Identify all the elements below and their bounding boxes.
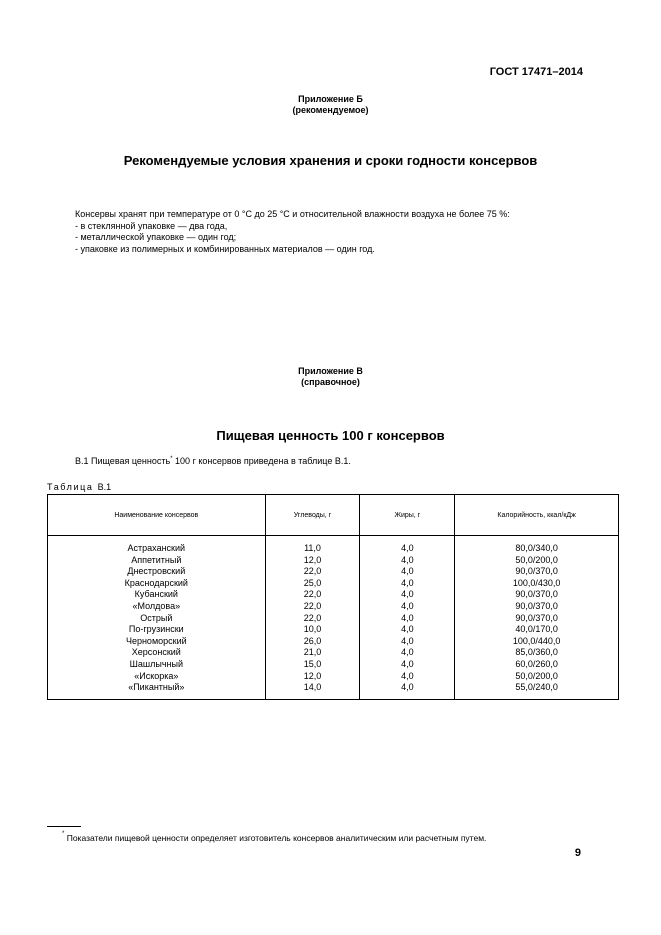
table-intro-text: В.1 Пищевая ценность [75,456,171,466]
table-spacer-row [48,536,619,544]
cell-carbs: 22,0 [265,613,360,625]
storage-item: - в стеклянной упаковке — два года, [75,220,228,231]
annex-v-status: (справочное) [301,377,360,387]
table-caption-word: Таблица [47,482,94,492]
cell-fat: 4,0 [360,589,455,601]
table-header-row [48,495,619,536]
storage-item: - упаковке из полимерных и комбинированных материалов — один год. [75,243,375,254]
table-row [48,682,619,699]
cell-name: Краснодарский [48,578,266,590]
cell-carbs: 25,0 [265,578,360,590]
table-intro-text-end: 100 г консервов приведена в таблице В.1. [172,456,351,466]
cell-carbs: 12,0 [265,555,360,567]
cell-fat: 4,0 [360,647,455,659]
cell-calories: 90,0/370,0 [455,601,619,613]
page-number: 9 [574,847,581,859]
table-intro [75,456,351,468]
column-header-name: Наименование консервов [48,495,266,536]
cell-carbs: 21,0 [265,647,360,659]
table-row [48,636,619,648]
footnote-mark: * [62,831,65,837]
cell-fat: 4,0 [360,659,455,671]
cell-name: По-грузински [48,624,266,636]
cell-name: Аппетитный [48,555,266,567]
cell-calories: 90,0/370,0 [455,589,619,601]
annex-b-title: Приложение Б [298,94,363,104]
cell-fat: 4,0 [360,613,455,625]
cell-calories: 100,0/430,0 [455,578,619,590]
cell-carbs: 11,0 [265,543,360,555]
cell-name: «Искорка» [48,671,266,683]
cell-calories: 85,0/360,0 [455,647,619,659]
cell-name: Черноморский [48,636,266,648]
annex-b-heading: Рекомендуемые условия хранения и сроки годности консервов [123,153,538,168]
cell-name: Острый [48,613,266,625]
cell-fat: 4,0 [360,601,455,613]
table-row [48,613,619,625]
cell-name: Шашлычный [48,659,266,671]
table-row [48,671,619,683]
cell-carbs: 22,0 [265,601,360,613]
cell-carbs: 10,0 [265,624,360,636]
standard-number: ГОСТ 17471–2014 [489,66,583,78]
cell-fat: 4,0 [360,566,455,578]
cell-fat: 4,0 [360,624,455,636]
cell-fat: 4,0 [360,543,455,555]
cell-name: «Молдова» [48,601,266,613]
table-row [48,647,619,659]
cell-carbs: 22,0 [265,566,360,578]
footnote-text: Показатели пищевой ценности определяет изготовитель консервов аналитическим или расчетным путем. [66,833,487,843]
annex-b-status: (рекомендуемое) [292,105,369,115]
storage-conditions [75,209,510,255]
footnote-separator [47,826,81,827]
cell-calories: 60,0/260,0 [455,659,619,671]
cell-carbs: 12,0 [265,671,360,683]
cell-name: Днестровский [48,566,266,578]
annex-b-title-block [0,94,661,116]
cell-fat: 4,0 [360,636,455,648]
cell-name: «Пикантный» [48,682,266,699]
cell-calories: 90,0/370,0 [455,566,619,578]
table-caption [47,482,111,492]
column-header-calories: Калорийность, ккал/кДж [455,495,619,536]
table-row [48,578,619,590]
cell-fat: 4,0 [360,578,455,590]
cell-fat: 4,0 [360,671,455,683]
cell-carbs: 22,0 [265,589,360,601]
table-row [48,601,619,613]
table-body [48,536,619,700]
cell-name: Херсонский [48,647,266,659]
table-row [48,566,619,578]
column-header-fat: Жиры, г [360,495,455,536]
cell-calories: 80,0/340,0 [455,543,619,555]
footnote [62,833,486,843]
table-row [48,555,619,567]
nutrition-table [47,494,619,700]
column-header-carbs: Углеводы, г [265,495,360,536]
table-row [48,659,619,671]
storage-item: - металлической упаковке — один год; [75,232,237,243]
footnote-reference: * [170,456,173,462]
annex-v-heading: Пищевая ценность 100 г консервов [216,428,445,443]
cell-name: Астраханский [48,543,266,555]
cell-carbs: 14,0 [265,682,360,699]
cell-carbs: 26,0 [265,636,360,648]
annex-v-title-block [0,366,661,388]
cell-calories: 40,0/170,0 [455,624,619,636]
cell-calories: 90,0/370,0 [455,613,619,625]
cell-name: Кубанский [48,589,266,601]
table-row [48,543,619,555]
cell-calories: 50,0/200,0 [455,555,619,567]
cell-calories: 100,0/440,0 [455,636,619,648]
cell-calories: 55,0/240,0 [455,682,619,699]
cell-fat: 4,0 [360,555,455,567]
annex-v-title: Приложение В [298,366,363,376]
table-caption-number: В.1 [97,482,112,492]
table-row [48,624,619,636]
storage-paragraph: Консервы хранят при температуре от 0 °С до 25 °С и относительной влажности воздуха не более 75 %: [75,209,510,219]
table-row [48,589,619,601]
cell-calories: 50,0/200,0 [455,671,619,683]
cell-fat: 4,0 [360,682,455,699]
cell-carbs: 15,0 [265,659,360,671]
